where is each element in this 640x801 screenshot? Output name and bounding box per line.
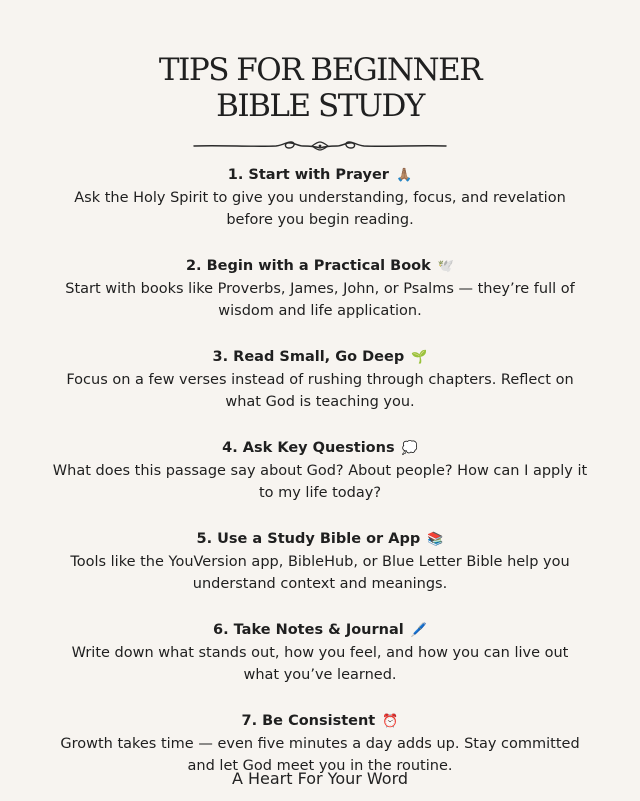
tip-item [20,437,620,504]
ornamental-scroll-divider-icon [192,134,448,158]
tip-body [20,460,620,504]
tips-list [20,164,620,801]
tip-title [20,255,620,278]
tip-title-text: 7. Be Consistent [241,713,376,729]
tip-item [20,255,620,322]
tip-body-line-2: to my life today? [258,485,382,501]
seedling-icon: 🌱 [411,350,428,365]
praying-hands-icon: 🙏🏽 [396,168,413,183]
tip-body [20,187,620,231]
tip-body-line-2: understand context and meanings. [192,576,448,592]
tip-title-text: 2. Begin with a Practical Book [185,258,431,274]
tip-body-line-2: before you begin reading. [226,212,414,228]
tip-body-line-1: Write down what stands out, how you feel, and how you can live out [71,645,569,661]
tip-title-text: 5. Use a Study Bible or App [196,531,421,547]
pen-icon: 🖊️ [410,623,427,638]
tip-body-line-1: Tools like the YouVersion app, BibleHub, or Blue Letter Bible help you [70,554,570,570]
tip-body-line-1: Ask the Holy Spirit to give you understanding, focus, and revelation [74,190,566,206]
tip-item [20,346,620,413]
dove-icon: 🕊️ [437,259,455,274]
tip-item [20,710,620,777]
tip-body-line-2: and let God meet you in the routine. [187,758,453,774]
alarm-clock-icon: ⏰ [382,714,399,729]
tip-title [20,346,620,369]
thought-bubble-icon: 💭 [401,441,418,456]
tip-title [20,437,620,460]
tip-title-text: 4. Ask Key Questions [222,440,395,456]
tip-body [20,278,620,322]
tip-title [20,710,620,733]
footer-credit: A Heart For Your Word [231,769,409,788]
tip-title-text: 6. Take Notes & Journal [213,622,404,638]
tip-body-line-1: Focus on a few verses instead of rushing through chapters. Reflect on [66,372,574,388]
tip-item [20,528,620,595]
tip-body-line-2: what you’ve learned. [243,667,397,683]
books-icon: 📚 [427,532,444,547]
tip-title [20,619,620,642]
tip-item [20,164,620,231]
tip-body [20,551,620,595]
tip-title-text: 1. Start with Prayer [227,167,389,183]
tip-body-line-2: wisdom and life application. [218,303,422,319]
page-title [0,52,640,124]
tip-title-text: 3. Read Small, Go Deep [212,349,405,365]
tip-title [20,164,620,187]
tip-body-line-2: what God is teaching you. [225,394,415,410]
tip-title [20,528,620,551]
tip-body-line-1: Growth takes time — even five minutes a day adds up. Stay committed [60,736,580,752]
title-line-1: TIPS FOR BEGINNER [158,52,482,88]
tip-body [20,369,620,413]
tip-body [20,642,620,686]
tip-body-line-1: What does this passage say about God? About people? How can I apply it [52,463,588,479]
tip-body-line-1: Start with books like Proverbs, James, John, or Psalms — they’re full of [65,281,575,297]
title-line-2: BIBLE STUDY [216,88,424,124]
tip-item [20,619,620,686]
